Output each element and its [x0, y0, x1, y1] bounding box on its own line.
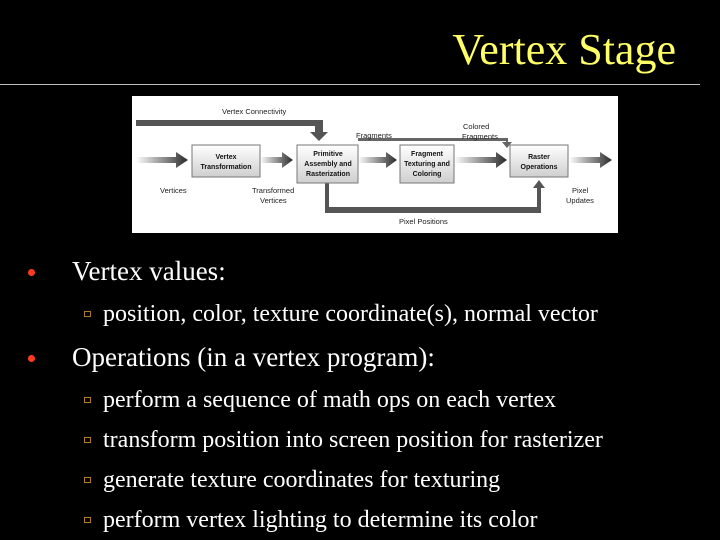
bullet-dot-icon — [28, 355, 35, 362]
sub-bullet-marker-icon — [84, 397, 91, 403]
sub-bullet-marker-icon — [84, 517, 91, 523]
stage-label-fragment-1: Fragment — [411, 151, 443, 158]
transformed-vertices-label-2: Vertices — [260, 196, 287, 205]
sub-bullet-text: transform position into screen position for rasterizer — [103, 427, 603, 453]
sub-bullet-text: position, color, texture coordinate(s), normal vector — [103, 301, 598, 327]
sub-bullet-text: perform vertex lighting to determine its color — [103, 507, 538, 533]
pipeline-diagram — [132, 96, 618, 233]
sub-bullet-marker-icon — [84, 477, 91, 483]
stage-label-primitive-2: Assembly and — [304, 161, 352, 168]
sub-bullet-marker-icon — [84, 311, 91, 317]
pixel-updates-label-2: Updates — [566, 196, 594, 205]
stage-label-primitive-3: Rasterization — [306, 171, 350, 178]
stage-label-fragment-3: Coloring — [412, 171, 442, 178]
pixel-updates-label-1: Pixel — [572, 186, 589, 195]
sub-bullet-marker-icon — [84, 437, 91, 443]
slide-title: Vertex Stage — [452, 25, 676, 74]
vertex-connectivity-label: Vertex Connectivity — [222, 107, 287, 116]
stage-label-primitive-1: Primitive — [313, 151, 343, 158]
stage-box-raster-operations — [510, 145, 568, 177]
transformed-vertices-label-1: Transformed — [252, 186, 295, 195]
stage-label-vertex-1: Vertex — [215, 154, 237, 161]
stage-label-fragment-2: Texturing and — [404, 161, 450, 168]
sub-bullet-text: generate texture coordinates for texturing — [103, 467, 501, 493]
bullet-text: Vertex values: — [72, 256, 226, 286]
stage-box-vertex-transformation — [192, 145, 260, 177]
colored-fragments-label-2: Fragments — [462, 132, 498, 141]
colored-fragments-label-1: Colored — [463, 122, 490, 131]
stage-label-raster-2: Operations — [520, 164, 558, 171]
fragments-label: Fragments — [356, 131, 392, 140]
title-divider — [0, 84, 700, 85]
stage-label-vertex-2: Transformation — [200, 164, 252, 171]
pixel-positions-label: Pixel Positions — [399, 217, 448, 226]
vertices-label: Vertices — [160, 186, 187, 195]
stage-label-raster-1: Raster — [528, 154, 550, 161]
bullet-text: Operations (in a vertex program): — [72, 342, 435, 372]
sub-bullet-text: perform a sequence of math ops on each vertex — [103, 387, 557, 413]
bullet-dot-icon — [28, 269, 35, 276]
